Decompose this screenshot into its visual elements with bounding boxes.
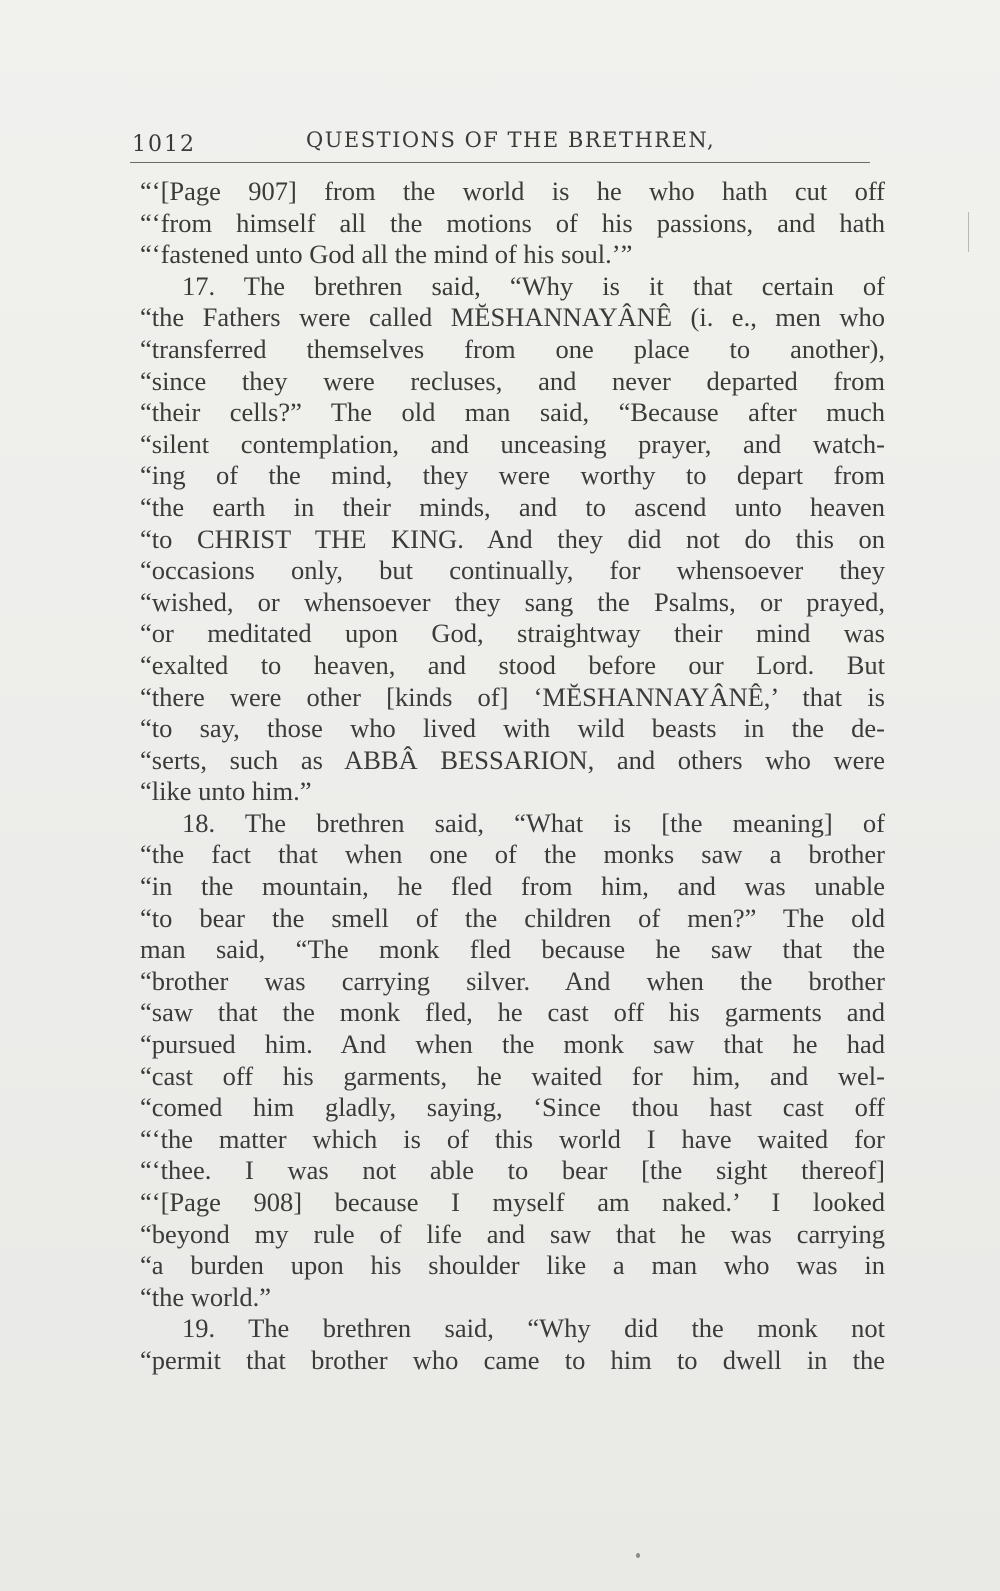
text-line: “since they were recluses, and never departed from xyxy=(140,365,885,396)
text-line: “wished, or whensoever they sang the Psalms, or prayed, xyxy=(140,586,885,617)
margin-mark xyxy=(968,212,969,252)
text-line: “cast off his garments, he waited for him, and wel- xyxy=(140,1060,885,1091)
text-line: “permit that brother who came to him to dwell in the xyxy=(140,1344,885,1375)
text-line: “their cells?” The old man said, “Because after much xyxy=(140,397,885,428)
text-line: “‘the matter which is of this world I have waited for xyxy=(140,1123,885,1154)
text-line: “‘from himself all the motions of his passions, and hath xyxy=(140,207,885,238)
paragraph-19-start: 19. The brethren said, “Why did the monk not xyxy=(182,1313,885,1344)
text-line: “the world.” xyxy=(140,1281,271,1312)
text-line: “the fact that when one of the monks saw a brother xyxy=(140,839,885,870)
text-line: “like unto him.” xyxy=(140,776,312,807)
text-line: “or meditated upon God, straightway their mind was xyxy=(140,618,885,649)
text-line: “the earth in their minds, and to ascend unto heaven xyxy=(140,491,885,522)
paper-speck xyxy=(636,1553,640,1558)
text-line: man said, “The monk fled because he saw that the xyxy=(140,934,885,965)
text-line: “‘[Page 907] from the world is he who hath cut off xyxy=(140,176,885,206)
text-line: “a burden upon his shoulder like a man who was in xyxy=(140,1250,885,1281)
page-header xyxy=(132,124,872,164)
text-line: “pursued him. And when the monk saw that he had xyxy=(140,1029,885,1060)
paragraph-17-start: 17. The brethren said, “Why is it that certain of xyxy=(182,270,885,301)
text-line: “transferred themselves from one place to another), xyxy=(140,333,885,364)
text-line: “‘thee. I was not able to bear [the sight thereof] xyxy=(140,1155,885,1186)
paragraph-18-start: 18. The brethren said, “What is [the meaning] of xyxy=(182,807,885,838)
text-line: “beyond my rule of life and saw that he was carrying xyxy=(140,1218,885,1249)
text-line: “exalted to heaven, and stood before our Lord. But xyxy=(140,649,885,680)
body-text xyxy=(140,176,885,1377)
text-line: “to CHRIST THE KING. And they did not do this on xyxy=(140,523,885,554)
text-line: “saw that the monk fled, he cast off his garments and xyxy=(140,997,885,1028)
text-line: “‘[Page 908] because I myself am naked.’ I looked xyxy=(140,1187,885,1217)
text-line: “in the mountain, he fled from him, and was unable xyxy=(140,871,885,902)
text-line: “comed him gladly, saying, ‘Since thou hast cast off xyxy=(140,1092,885,1123)
text-line: “to say, those who lived with wild beasts in the de- xyxy=(140,713,885,744)
text-line: “‘fastened unto God all the mind of his soul.’” xyxy=(140,239,633,270)
text-line: “silent contemplation, and unceasing prayer, and watch- xyxy=(140,428,885,459)
text-line: “the Fathers were called MĔSHANNAYÂNÊ (i. e., men who xyxy=(140,302,885,333)
page-number: 1012 xyxy=(132,132,196,157)
running-title: QUESTIONS OF THE BRETHREN, xyxy=(306,128,716,152)
text-line: “serts, such as ABBÂ BESSARION, and others who were xyxy=(140,744,885,775)
text-line: “occasions only, but continually, for whensoever they xyxy=(140,555,885,586)
text-line: “brother was carrying silver. And when the brother xyxy=(140,965,885,996)
text-line: “ing of the mind, they were worthy to depart from xyxy=(140,460,885,491)
header-rule xyxy=(130,162,870,163)
text-line: “there were other [kinds of] ‘MĔSHANNAYÂNÊ,’ that is xyxy=(140,681,885,712)
text-line: “to bear the smell of the children of men?” The old xyxy=(140,902,885,933)
